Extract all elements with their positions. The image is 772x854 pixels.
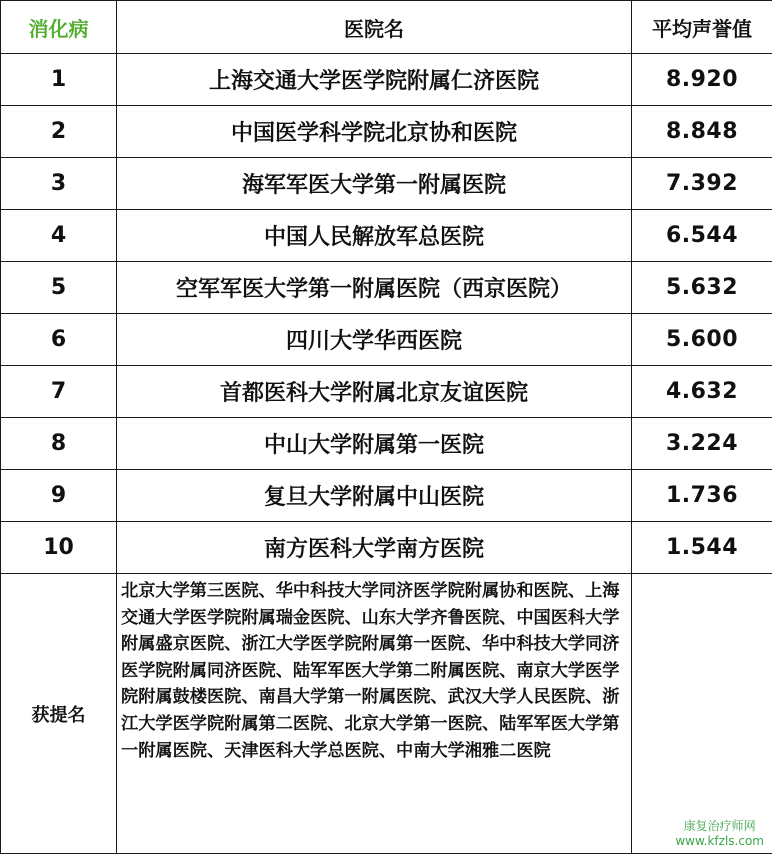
hospital-column-header: 医院名 bbox=[117, 1, 632, 54]
rank-cell: 5 bbox=[1, 262, 117, 314]
score-cell: 5.600 bbox=[632, 314, 772, 366]
score-column-header: 平均声誉值 bbox=[632, 1, 772, 54]
score-cell: 7.392 bbox=[632, 158, 772, 210]
category-header: 消化病 bbox=[1, 1, 117, 54]
table-row bbox=[1, 106, 772, 158]
score-cell: 3.224 bbox=[632, 418, 772, 470]
nominated-label: 获提名 bbox=[1, 574, 117, 854]
score-cell: 6.544 bbox=[632, 210, 772, 262]
score-cell: 4.632 bbox=[632, 366, 772, 418]
rank-cell: 10 bbox=[1, 522, 117, 574]
hospital-cell: 中山大学附属第一医院 bbox=[117, 418, 632, 470]
score-cell: 5.632 bbox=[632, 262, 772, 314]
table-row bbox=[1, 54, 772, 106]
rank-cell: 9 bbox=[1, 470, 117, 522]
hospital-cell: 中国人民解放军总医院 bbox=[117, 210, 632, 262]
hospital-cell: 上海交通大学医学院附属仁济医院 bbox=[117, 54, 632, 106]
watermark-line-2: www.kfzls.com bbox=[675, 834, 764, 848]
table-row bbox=[1, 418, 772, 470]
score-cell: 8.848 bbox=[632, 106, 772, 158]
hospital-cell: 空军军医大学第一附属医院（西京医院） bbox=[117, 262, 632, 314]
rank-cell: 7 bbox=[1, 366, 117, 418]
nominated-hospitals: 北京大学第三医院、华中科技大学同济医学院附属协和医院、上海交通大学医学院附属瑞金医院、山东大学齐鲁医院、中国医科大学附属盛京医院、浙江大学医学院附属第一医院、华中科技大学同济医学院附属同济医院、陆军军医大学第二附属医院、南京大学医学院附属鼓楼医院、南昌大学第一附属医院、武汉大学人民医院、浙江大学医学院附属第二医院、北京大学第一医院、陆军军医大学第一附属医院、天津医科大学总医院、中南大学湘雅二医院 bbox=[117, 574, 632, 854]
nominated-row bbox=[1, 574, 772, 854]
rank-cell: 2 bbox=[1, 106, 117, 158]
rank-cell: 8 bbox=[1, 418, 117, 470]
table-row bbox=[1, 522, 772, 574]
watermark-line-1: 康复治疗师网 bbox=[683, 819, 756, 833]
score-cell: 8.920 bbox=[632, 54, 772, 106]
table-row bbox=[1, 158, 772, 210]
hospital-cell: 复旦大学附属中山医院 bbox=[117, 470, 632, 522]
hospital-cell: 首都医科大学附属北京友谊医院 bbox=[117, 366, 632, 418]
rank-cell: 6 bbox=[1, 314, 117, 366]
score-cell: 1.544 bbox=[632, 522, 772, 574]
table-row bbox=[1, 470, 772, 522]
rank-cell: 4 bbox=[1, 210, 117, 262]
rank-cell: 1 bbox=[1, 54, 117, 106]
rank-cell: 3 bbox=[1, 158, 117, 210]
watermark-cell bbox=[632, 574, 772, 854]
hospital-cell: 海军军医大学第一附属医院 bbox=[117, 158, 632, 210]
hospital-cell: 中国医学科学院北京协和医院 bbox=[117, 106, 632, 158]
hospital-cell: 南方医科大学南方医院 bbox=[117, 522, 632, 574]
header-row bbox=[1, 1, 772, 54]
table-row bbox=[1, 366, 772, 418]
hospital-cell: 四川大学华西医院 bbox=[117, 314, 632, 366]
watermark bbox=[675, 819, 764, 849]
table-row bbox=[1, 262, 772, 314]
score-cell: 1.736 bbox=[632, 470, 772, 522]
table-row bbox=[1, 210, 772, 262]
table-row bbox=[1, 314, 772, 366]
